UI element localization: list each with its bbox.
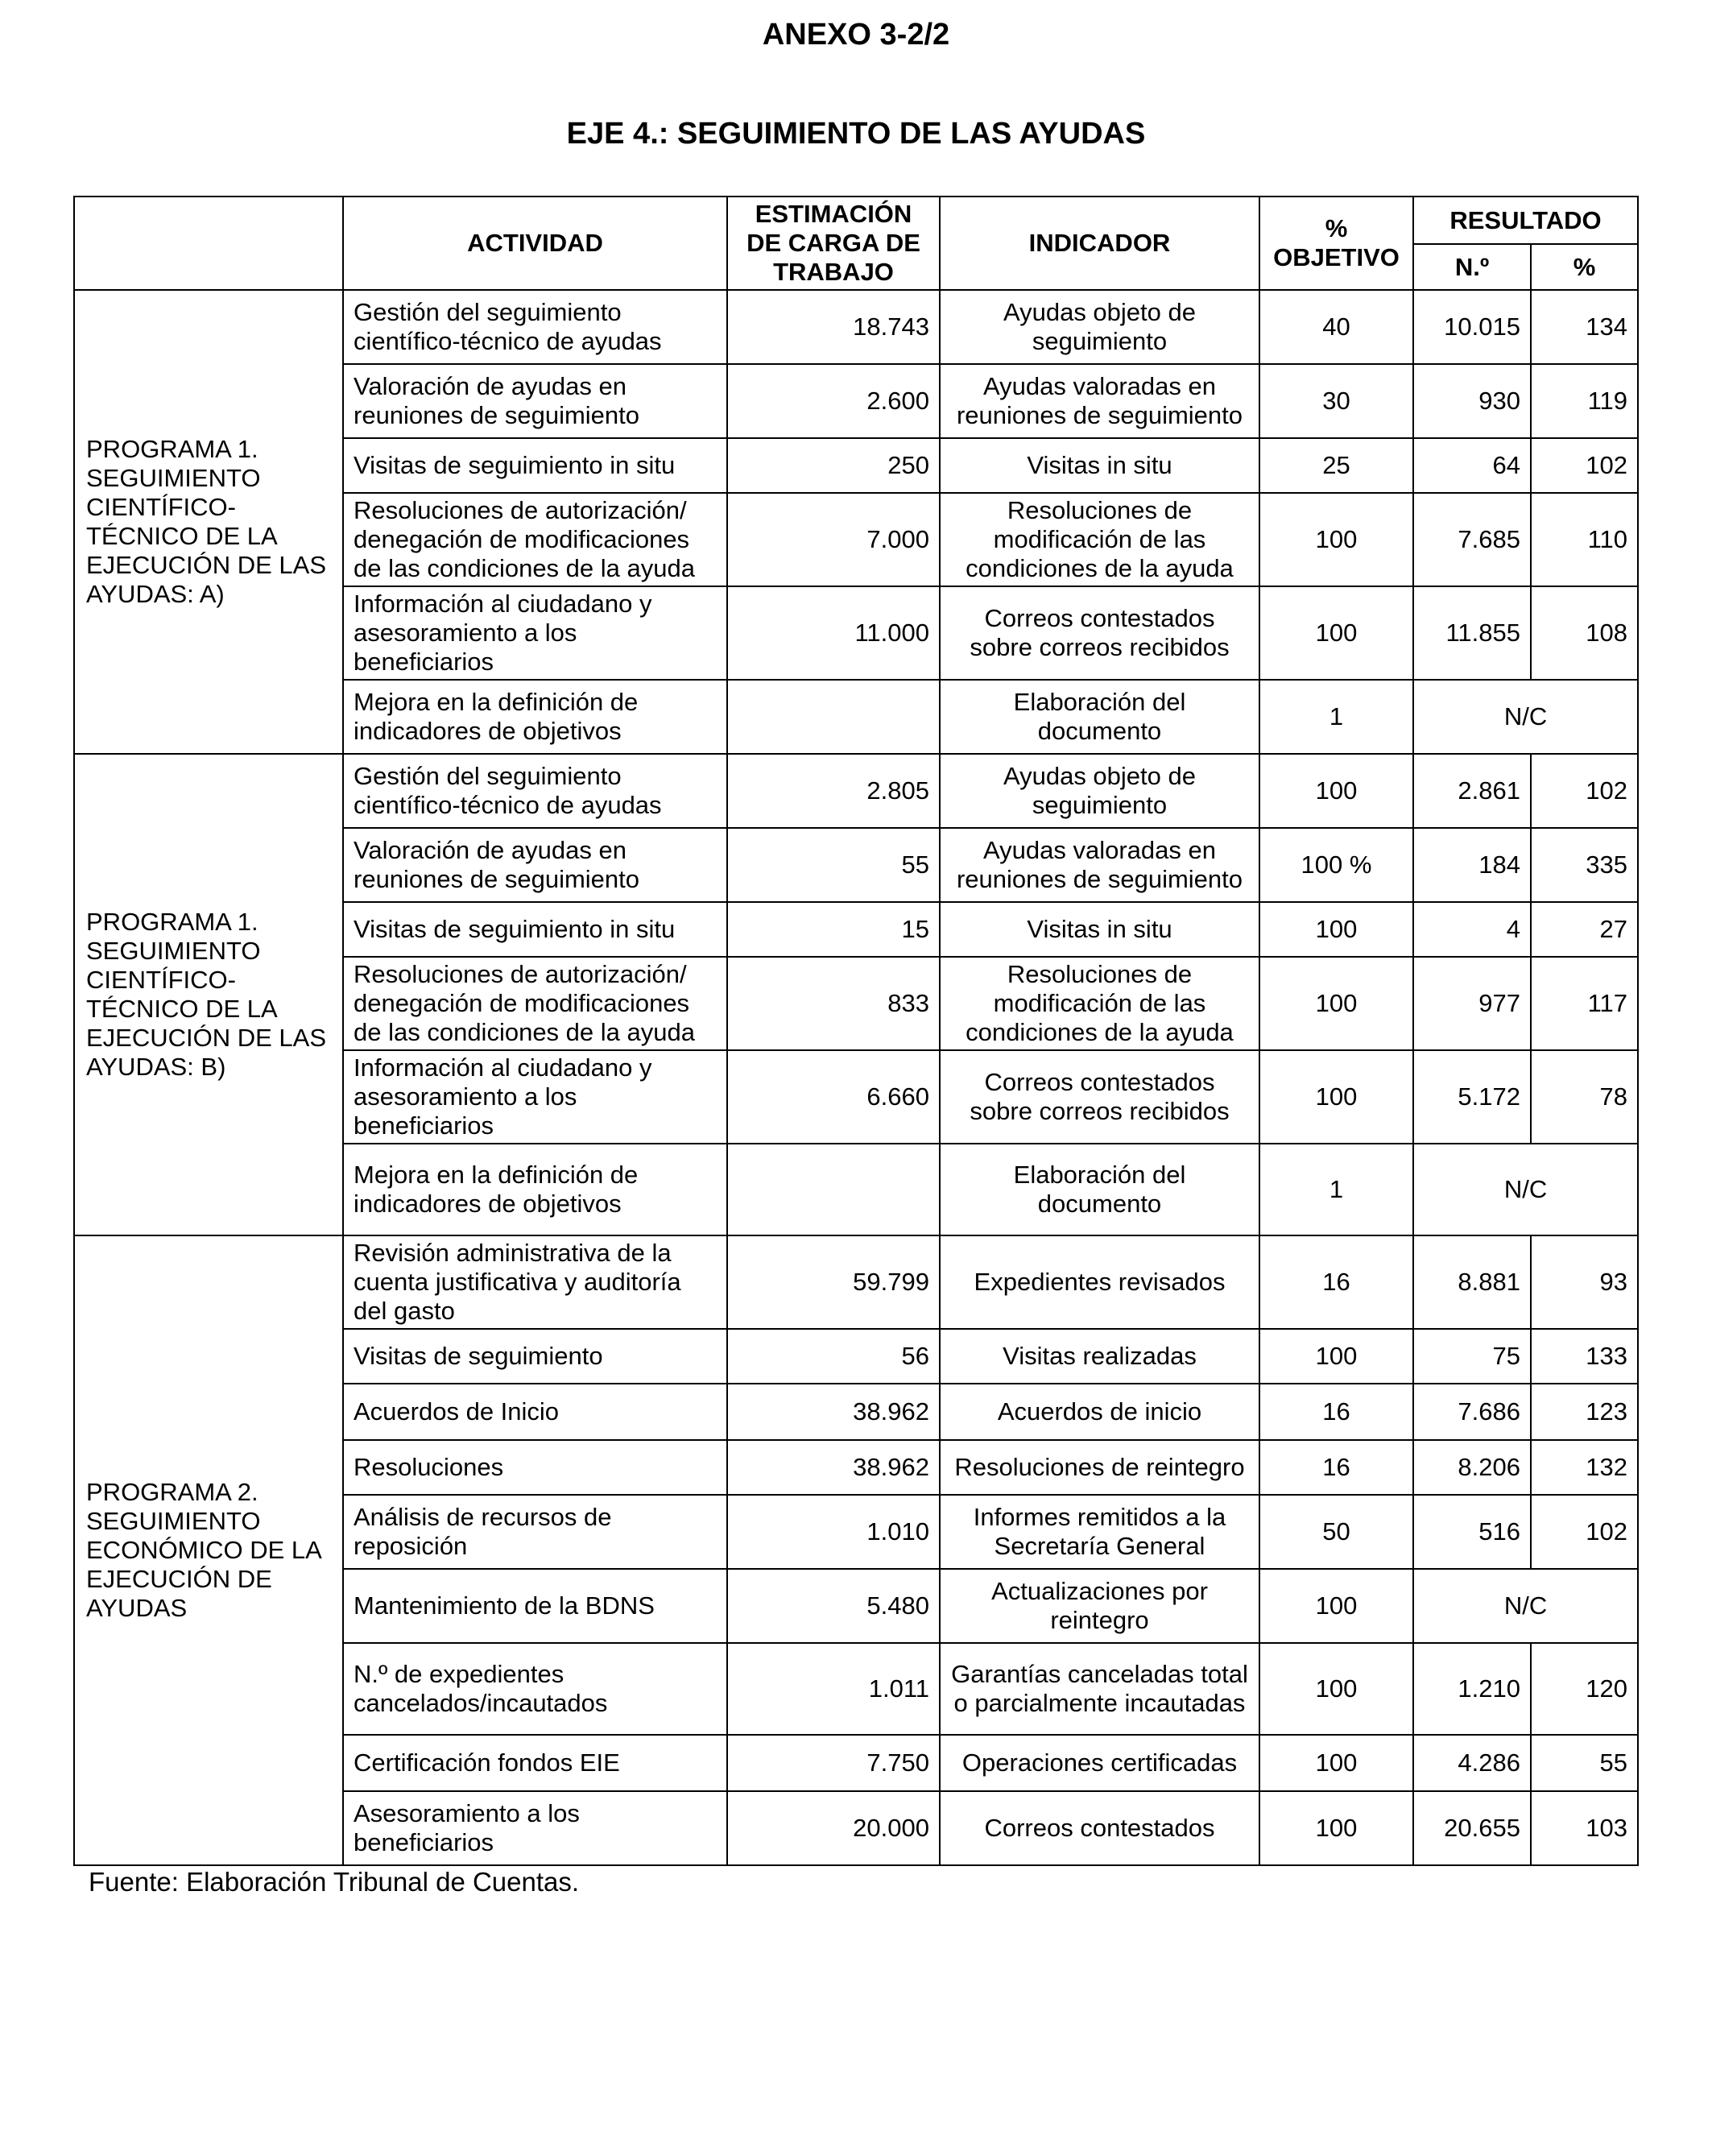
estimate-cell: 59.799 (727, 1235, 940, 1329)
result-pct-cell: 103 (1531, 1791, 1638, 1865)
estimate-cell: 6.660 (727, 1050, 940, 1144)
indicator-cell: Ayudas valoradas en reuniones de seguimiento (940, 364, 1259, 438)
estimate-cell: 833 (727, 957, 940, 1050)
indicator-cell: Informes remitidos a la Secretaría General (940, 1495, 1259, 1569)
indicator-cell: Resoluciones de reintegro (940, 1440, 1259, 1495)
table-row (74, 290, 1638, 364)
result-n-cell: 8.206 (1413, 1440, 1531, 1495)
activity-cell: Mejora en la definición de indicadores de objetivos (343, 1144, 727, 1235)
indicator-cell: Correos contestados sobre correos recibidos (940, 586, 1259, 680)
activity-cell: Resoluciones de autorización/ denegación de modificaciones de las condiciones de la ayuda (343, 493, 727, 586)
estimate-cell: 7.000 (727, 493, 940, 586)
indicator-cell: Garantías canceladas total o parcialmente incautadas (940, 1643, 1259, 1735)
objective-cell: 40 (1259, 290, 1413, 364)
indicator-cell: Visitas in situ (940, 902, 1259, 957)
estimate-cell: 1.011 (727, 1643, 940, 1735)
result-pct-cell: 120 (1531, 1643, 1638, 1735)
activity-cell: N.º de expedientes cancelados/incautados (343, 1643, 727, 1735)
activity-cell: Resoluciones de autorización/ denegación de modificaciones de las condiciones de la ayuda (343, 957, 727, 1050)
indicator-cell: Actualizaciones por reintegro (940, 1569, 1259, 1643)
activity-cell: Visitas de seguimiento in situ (343, 902, 727, 957)
result-n-cell: 64 (1413, 438, 1531, 493)
header-resultado: RESULTADO (1413, 197, 1638, 244)
result-nc-cell: N/C (1413, 1569, 1638, 1643)
result-pct-cell: 93 (1531, 1235, 1638, 1329)
estimate-cell (727, 680, 940, 754)
indicator-cell: Acuerdos de inicio (940, 1384, 1259, 1440)
result-pct-cell: 27 (1531, 902, 1638, 957)
result-n-cell: 5.172 (1413, 1050, 1531, 1144)
result-pct-cell: 102 (1531, 1495, 1638, 1569)
result-nc-cell: N/C (1413, 1144, 1638, 1235)
activity-cell: Gestión del seguimiento científico-técnico de ayudas (343, 754, 727, 828)
indicator-cell: Resoluciones de modificación de las condiciones de la ayuda (940, 493, 1259, 586)
estimate-cell: 11.000 (727, 586, 940, 680)
indicator-cell: Visitas realizadas (940, 1329, 1259, 1384)
estimate-cell: 15 (727, 902, 940, 957)
result-nc-cell: N/C (1413, 680, 1638, 754)
objective-cell: 100 (1259, 586, 1413, 680)
activity-cell: Mejora en la definición de indicadores de objetivos (343, 680, 727, 754)
header-program-blank (74, 197, 343, 290)
result-pct-cell: 132 (1531, 1440, 1638, 1495)
activity-cell: Asesoramiento a los beneficiarios (343, 1791, 727, 1865)
objective-cell: 16 (1259, 1440, 1413, 1495)
indicator-cell: Resoluciones de modificación de las condiciones de la ayuda (940, 957, 1259, 1050)
objective-cell: 100 (1259, 902, 1413, 957)
objective-cell: 16 (1259, 1384, 1413, 1440)
result-n-cell: 20.655 (1413, 1791, 1531, 1865)
header-actividad: ACTIVIDAD (343, 197, 727, 290)
result-n-cell: 10.015 (1413, 290, 1531, 364)
source-note: Fuente: Elaboración Tribunal de Cuentas. (89, 1867, 580, 1897)
result-n-cell: 11.855 (1413, 586, 1531, 680)
indicator-cell: Correos contestados sobre correos recibidos (940, 1050, 1259, 1144)
result-n-cell: 75 (1413, 1329, 1531, 1384)
activity-cell: Información al ciudadano y asesoramiento a los beneficiarios (343, 1050, 727, 1144)
estimate-cell: 56 (727, 1329, 940, 1384)
result-pct-cell: 108 (1531, 586, 1638, 680)
objective-cell: 25 (1259, 438, 1413, 493)
objective-cell: 100 (1259, 957, 1413, 1050)
estimate-cell: 20.000 (727, 1791, 940, 1865)
estimate-cell: 2.600 (727, 364, 940, 438)
activity-cell: Acuerdos de Inicio (343, 1384, 727, 1440)
objective-cell: 100 (1259, 1329, 1413, 1384)
annex-label: ANEXO 3-2/2 (762, 18, 950, 52)
result-n-cell: 4 (1413, 902, 1531, 957)
objective-cell: 1 (1259, 680, 1413, 754)
result-n-cell: 4.286 (1413, 1735, 1531, 1791)
activity-cell: Revisión administrativa de la cuenta justificativa y auditoría del gasto (343, 1235, 727, 1329)
result-n-cell: 1.210 (1413, 1643, 1531, 1735)
activity-cell: Certificación fondos EIE (343, 1735, 727, 1791)
result-pct-cell: 119 (1531, 364, 1638, 438)
activity-cell: Visitas de seguimiento in situ (343, 438, 727, 493)
result-n-cell: 8.881 (1413, 1235, 1531, 1329)
result-pct-cell: 78 (1531, 1050, 1638, 1144)
estimate-cell: 55 (727, 828, 940, 902)
activity-cell: Gestión del seguimiento científico-técnico de ayudas (343, 290, 727, 364)
activity-cell: Visitas de seguimiento (343, 1329, 727, 1384)
objective-cell: 100 (1259, 1050, 1413, 1144)
objective-cell: 100 (1259, 1643, 1413, 1735)
estimate-cell: 2.805 (727, 754, 940, 828)
table-header (74, 197, 1638, 290)
estimate-cell: 7.750 (727, 1735, 940, 1791)
objective-cell: 100 (1259, 1569, 1413, 1643)
objective-cell: 100 (1259, 493, 1413, 586)
result-pct-cell: 134 (1531, 290, 1638, 364)
estimate-cell (727, 1144, 940, 1235)
objective-cell: 50 (1259, 1495, 1413, 1569)
header-resultado-pct: % (1531, 244, 1638, 290)
result-n-cell: 930 (1413, 364, 1531, 438)
result-n-cell: 516 (1413, 1495, 1531, 1569)
indicator-cell: Elaboración del documento (940, 1144, 1259, 1235)
objective-cell: 100 (1259, 1735, 1413, 1791)
activity-cell: Valoración de ayudas en reuniones de seguimiento (343, 828, 727, 902)
result-n-cell: 977 (1413, 957, 1531, 1050)
result-pct-cell: 335 (1531, 828, 1638, 902)
activity-cell: Información al ciudadano y asesoramiento a los beneficiarios (343, 586, 727, 680)
indicator-cell: Correos contestados (940, 1791, 1259, 1865)
result-pct-cell: 55 (1531, 1735, 1638, 1791)
activity-cell: Mantenimiento de la BDNS (343, 1569, 727, 1643)
header-resultado-n: N.º (1413, 244, 1531, 290)
indicator-cell: Operaciones certificadas (940, 1735, 1259, 1791)
program-label: PROGRAMA 1. SEGUIMIENTO CIENTÍFICO-TÉCNICO DE LA EJECUCIÓN DE LAS AYUDAS: A) (74, 290, 343, 754)
objective-cell: 30 (1259, 364, 1413, 438)
header-objetivo: % OBJETIVO (1259, 197, 1413, 290)
estimate-cell: 1.010 (727, 1495, 940, 1569)
indicator-cell: Visitas in situ (940, 438, 1259, 493)
estimate-cell: 38.962 (727, 1440, 940, 1495)
results-table (73, 196, 1639, 1866)
objective-cell: 16 (1259, 1235, 1413, 1329)
result-n-cell: 2.861 (1413, 754, 1531, 828)
estimate-cell: 18.743 (727, 290, 940, 364)
table-row (74, 754, 1638, 828)
activity-cell: Resoluciones (343, 1440, 727, 1495)
result-pct-cell: 102 (1531, 754, 1638, 828)
activity-cell: Valoración de ayudas en reuniones de seguimiento (343, 364, 727, 438)
result-pct-cell: 117 (1531, 957, 1638, 1050)
table-body (74, 290, 1638, 1865)
result-pct-cell: 123 (1531, 1384, 1638, 1440)
activity-cell: Análisis de recursos de reposición (343, 1495, 727, 1569)
indicator-cell: Ayudas objeto de seguimiento (940, 754, 1259, 828)
result-n-cell: 7.686 (1413, 1384, 1531, 1440)
estimate-cell: 250 (727, 438, 940, 493)
header-estimacion: ESTIMACIÓN DE CARGA DE TRABAJO (727, 197, 940, 290)
objective-cell: 100 % (1259, 828, 1413, 902)
indicator-cell: Elaboración del documento (940, 680, 1259, 754)
indicator-cell: Expedientes revisados (940, 1235, 1259, 1329)
estimate-cell: 38.962 (727, 1384, 940, 1440)
table-row (74, 1235, 1638, 1329)
objective-cell: 100 (1259, 754, 1413, 828)
indicator-cell: Ayudas objeto de seguimiento (940, 290, 1259, 364)
objective-cell: 100 (1259, 1791, 1413, 1865)
result-pct-cell: 102 (1531, 438, 1638, 493)
result-pct-cell: 133 (1531, 1329, 1638, 1384)
program-label: PROGRAMA 1. SEGUIMIENTO CIENTÍFICO-TÉCNICO DE LA EJECUCIÓN DE LAS AYUDAS: B) (74, 754, 343, 1235)
objective-cell: 1 (1259, 1144, 1413, 1235)
result-n-cell: 7.685 (1413, 493, 1531, 586)
result-n-cell: 184 (1413, 828, 1531, 902)
program-label: PROGRAMA 2. SEGUIMIENTO ECONÓMICO DE LA EJECUCIÓN DE AYUDAS (74, 1235, 343, 1865)
result-pct-cell: 110 (1531, 493, 1638, 586)
page-title: EJE 4.: SEGUIMIENTO DE LAS AYUDAS (566, 117, 1146, 151)
indicator-cell: Ayudas valoradas en reuniones de seguimiento (940, 828, 1259, 902)
header-indicador: INDICADOR (940, 197, 1259, 290)
estimate-cell: 5.480 (727, 1569, 940, 1643)
